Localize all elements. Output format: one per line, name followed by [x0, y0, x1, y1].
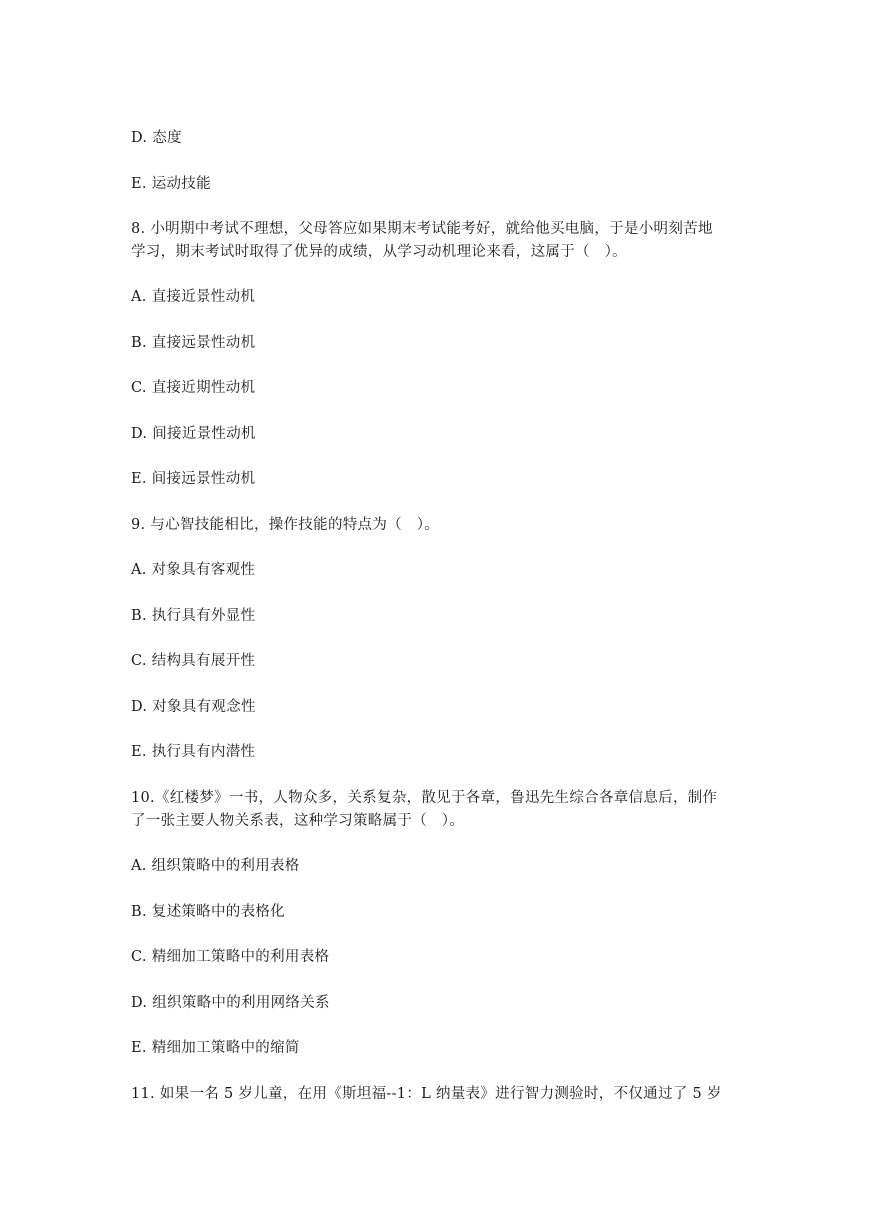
option-8c: C. 直接近期性动机: [131, 380, 256, 396]
option-8d: D. 间接近景性动机: [131, 426, 256, 442]
question-8-line-1: 8. 小明期中考试不理想，父母答应如果期末考试能考好，就给他买电脑，于是小明刻苦地: [131, 221, 713, 237]
question-10-line-1: 10.《红楼梦》一书，人物众多，关系复杂，散见于各章，鲁迅先生综合各章信息后，制作: [131, 790, 718, 806]
option-9e: E. 执行具有内潜性: [131, 744, 256, 760]
option-10b: B. 复述策略中的表格化: [131, 904, 285, 920]
option-9d: D. 对象具有观念性: [131, 699, 256, 715]
option-10d: D. 组织策略中的利用网络关系: [131, 995, 330, 1011]
option-8b: B. 直接远景性动机: [131, 335, 256, 351]
option-9c: C. 结构具有展开性: [131, 653, 256, 669]
question-9: 9. 与心智技能相比，操作技能的特点为（ ）。: [131, 517, 440, 533]
option-10a: A. 组织策略中的利用表格: [131, 858, 300, 874]
option-7d: D. 态度: [131, 130, 182, 146]
option-9b: B. 执行具有外显性: [131, 608, 256, 624]
option-9a: A. 对象具有客观性: [131, 562, 256, 578]
question-8-line-2: 学习，期末考试时取得了优异的成绩，从学习动机理论来看，这属于（ ）。: [131, 244, 627, 260]
option-10e: E. 精细加工策略中的缩简: [131, 1040, 300, 1056]
question-11-line-1: 11. 如果一名 5 岁儿童，在用《斯坦福--1：L 纳量表》进行智力测验时，不仅通过了 5 岁: [131, 1086, 722, 1102]
option-10c: C. 精细加工策略中的利用表格: [131, 949, 330, 965]
option-8e: E. 间接远景性动机: [131, 471, 256, 487]
question-10-line-2: 了一张主要人物关系表，这种学习策略属于（ ）。: [131, 813, 465, 829]
option-7e: E. 运动技能: [131, 176, 211, 192]
option-8a: A. 直接近景性动机: [131, 289, 256, 305]
